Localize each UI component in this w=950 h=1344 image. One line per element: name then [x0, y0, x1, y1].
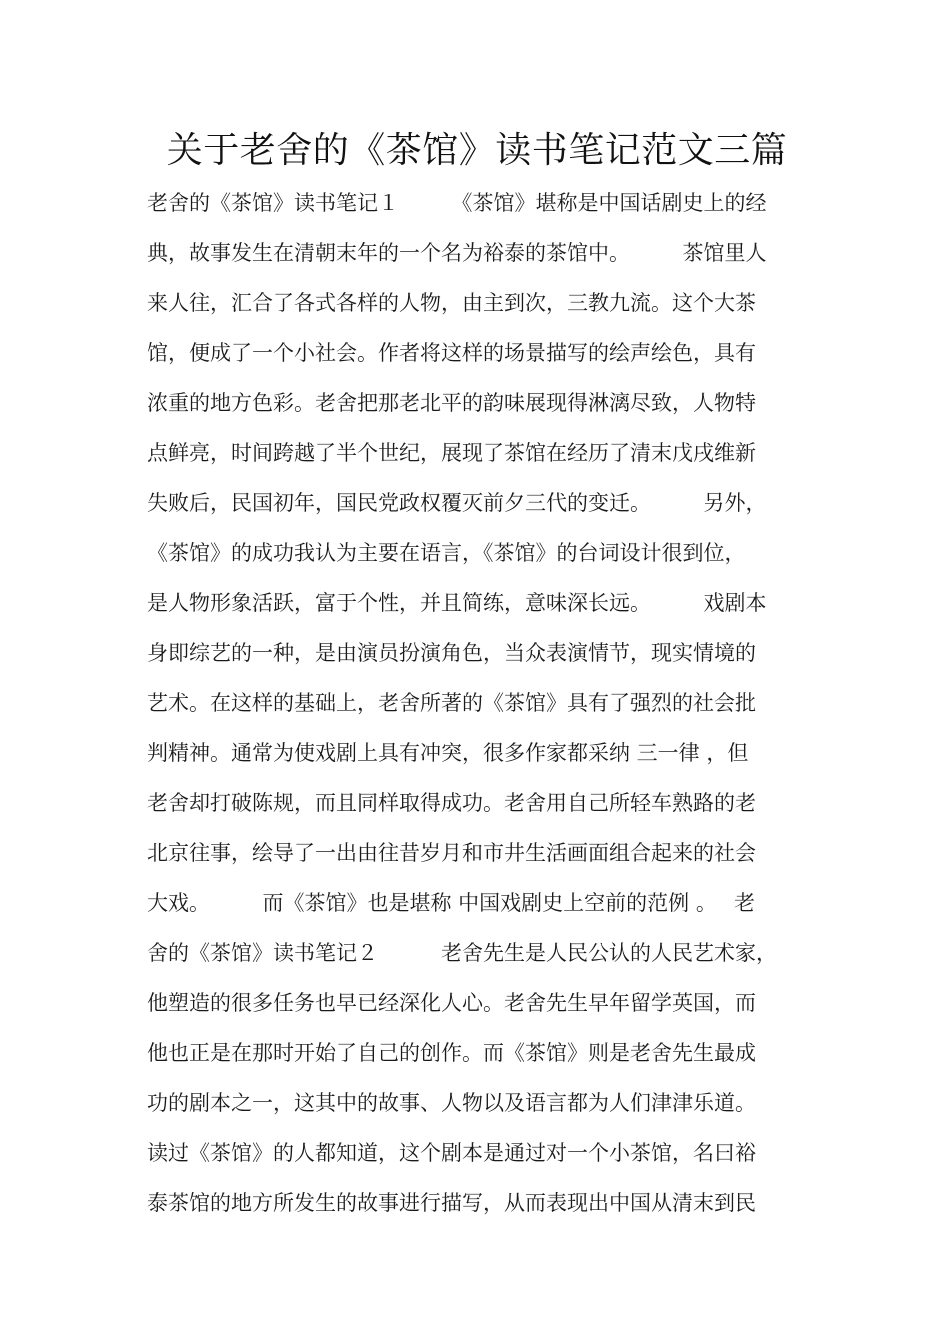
- text-line: 来人往，汇合了各式各样的人物，由主到次，三教九流。这个大茶: [147, 291, 756, 315]
- text-line: 泰茶馆的地方所发生的故事进行描写，从而表现出中国从清末到民: [147, 1191, 756, 1215]
- text-line: 大戏。 而《茶馆》也是堪称 中国戏剧史上空前的范例 。 老: [147, 891, 756, 915]
- text-line: 失败后，民国初年，国民党政权覆灭前夕三代的变迁。 另外，: [147, 491, 767, 515]
- text-line: 读过《茶馆》的人都知道，这个剧本是通过对一个小茶馆，名曰裕: [147, 1141, 756, 1165]
- text-line: 艺术。在这样的基础上，老舍所著的《茶馆》具有了强烈的社会批: [147, 691, 756, 715]
- document-body: [147, 178, 807, 1228]
- text-line: 他也正是在那时开始了自己的创作。而《茶馆》则是老舍先生最成: [147, 1041, 756, 1065]
- text-line: 北京往事，绘导了一出由往昔岁月和市井生活画面组合起来的社会: [147, 841, 756, 865]
- text-line: 馆，便成了一个小社会。作者将这样的场景描写的绘声绘色，具有: [147, 341, 756, 365]
- text-line: 老舍却打破陈规，而且同样取得成功。老舍用自己所轻车熟路的老: [147, 791, 756, 815]
- text-line: 功的剧本之一，这其中的故事、人物以及语言都为人们津津乐道。: [147, 1091, 756, 1115]
- document-title: 关于老舍的《茶馆》读书笔记范文三篇: [166, 130, 788, 171]
- text-line: 舍的《茶馆》读书笔记２ 老舍先生是人民公认的人民艺术家，: [147, 941, 777, 965]
- text-line: 《茶馆》的成功我认为主要在语言，《茶馆》的台词设计很到位，: [147, 541, 746, 565]
- text-line: 是人物形象活跃，富于个性，并且简练，意味深长远。 戏剧本: [147, 591, 767, 615]
- text-line: 判精神。通常为使戏剧上具有冲突，很多作家都采纳 三一律 ，但: [147, 741, 749, 765]
- text-line: 典，故事发生在清朝末年的一个名为裕泰的茶馆中。 茶馆里人: [147, 241, 767, 265]
- text-line: 点鲜亮，时间跨越了半个世纪，展现了茶馆在经历了清末戊戌维新: [147, 441, 756, 465]
- text-line: 他塑造的很多任务也早已经深化人心。老舍先生早年留学英国，而: [147, 991, 756, 1015]
- text-line: 浓重的地方色彩。老舍把那老北平的韵味展现得淋漓尽致，人物特: [147, 391, 756, 415]
- text-line: 身即综艺的一种，是由演员扮演角色，当众表演情节，现实情境的: [147, 641, 756, 665]
- text-line: 老舍的《茶馆》读书笔记１ 《茶馆》堪称是中国话剧史上的经: [147, 191, 767, 215]
